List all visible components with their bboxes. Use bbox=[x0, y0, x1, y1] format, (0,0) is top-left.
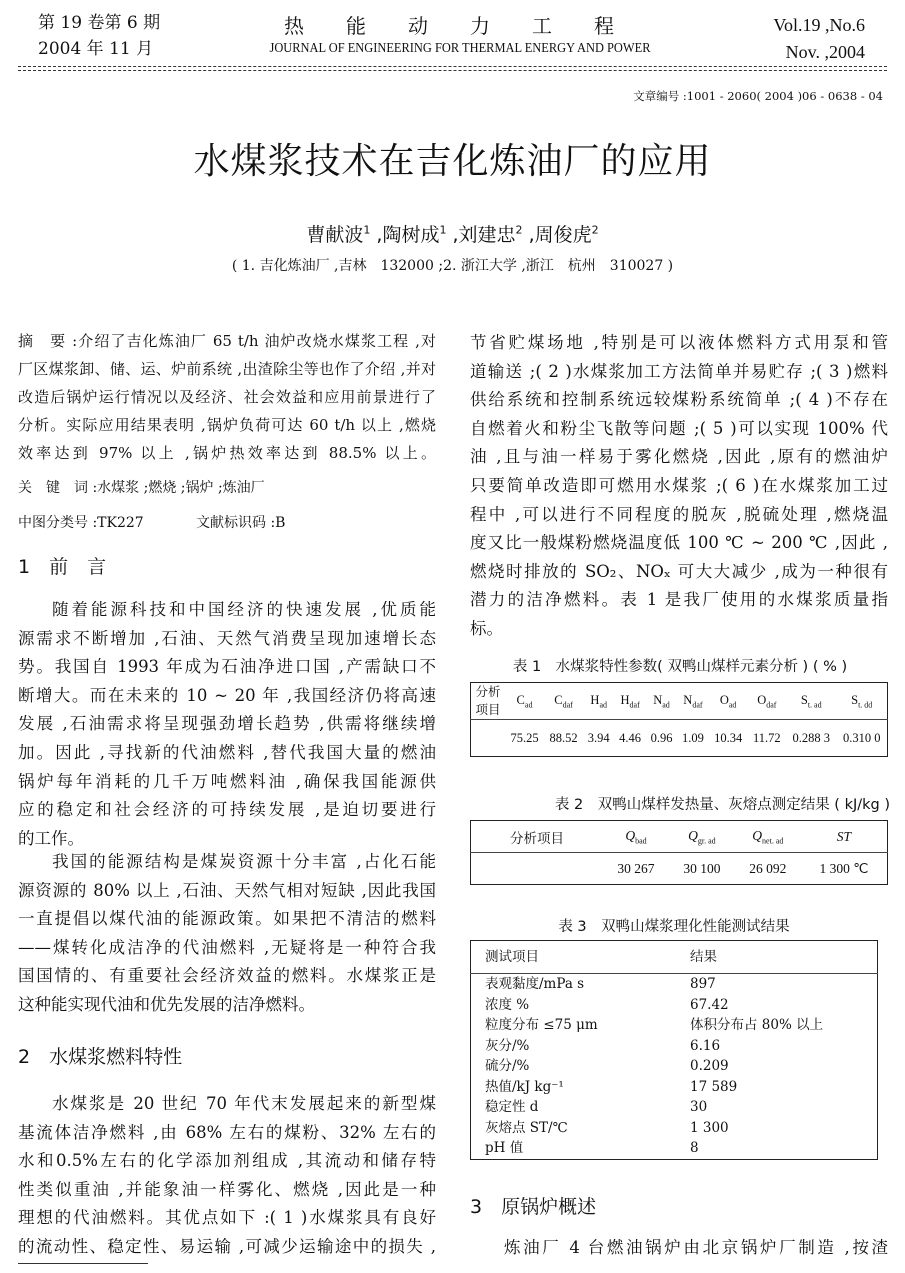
text-line: 势。我国自 1993 年成为石油净进口国 ,产需缺口不 bbox=[18, 657, 436, 677]
row-header: 分析项目 bbox=[471, 821, 604, 853]
column-header: $C_{daf}$ bbox=[544, 683, 583, 720]
cell: 10.34 bbox=[714, 730, 743, 745]
column-header: $C_{ad}$ bbox=[505, 683, 544, 720]
table-row bbox=[471, 974, 878, 995]
column-header: ST bbox=[801, 821, 888, 853]
cell: 67.42 bbox=[690, 996, 729, 1013]
table-header-row bbox=[471, 821, 888, 853]
column-header: $Q_{bad}$ bbox=[603, 821, 669, 853]
column-header: $O_{ad}$ bbox=[709, 683, 748, 720]
row-header: 分析项目 bbox=[471, 683, 506, 720]
table-3 bbox=[470, 940, 878, 1160]
text-line: 摘 要 :介绍了吉化炼油厂 65 t/h 油炉改烧水煤浆工程 ,对 bbox=[18, 332, 436, 350]
cell: 热值/kJ kg⁻¹ bbox=[485, 1078, 564, 1095]
text-line: 性类似重油 ,并能象油一样雾化、燃烧 ,因此是一种 bbox=[18, 1179, 436, 1199]
cell: 表观黏度/mPa s bbox=[485, 976, 585, 992]
column-header: $N_{daf}$ bbox=[677, 683, 708, 720]
cell: 3.94 bbox=[587, 730, 610, 745]
column-header: $Q_{net. ad}$ bbox=[735, 821, 801, 853]
cell: 粒度分布 ≤75 μm bbox=[485, 1017, 598, 1033]
cell: 26 092 bbox=[749, 860, 787, 876]
keywords: 关 键 词 :水煤浆 ;燃烧 ;锅炉 ;炼油厂 bbox=[18, 480, 265, 496]
table-row bbox=[471, 720, 888, 757]
cell: pH 值 bbox=[485, 1140, 524, 1156]
cell: 30 267 bbox=[617, 860, 655, 876]
column-header: 结果 bbox=[676, 941, 878, 974]
table-row bbox=[471, 1036, 878, 1057]
text-line: 理想的代油燃料。其优点如下 :( 1 )水煤浆具有良好 bbox=[18, 1208, 436, 1228]
cell: 17 589 bbox=[690, 1078, 738, 1095]
cell: 0.310 0 bbox=[842, 730, 881, 745]
cell: 灰分/% bbox=[485, 1037, 530, 1054]
text-line: ——煤转化成洁净的代油燃料 ,无疑将是一种符合我 bbox=[18, 937, 436, 957]
table-2 bbox=[470, 820, 888, 885]
text-line: 度又比一般煤粉燃烧温度低 100 ℃ ~ 200 ℃ ,因此 , bbox=[470, 533, 888, 553]
table-row bbox=[471, 1097, 878, 1118]
text-line: 基流体洁净燃料 ,由 68% 左右的煤粉、32% 左右的 bbox=[18, 1122, 436, 1142]
journal-name-cn: 热能动力工程 bbox=[284, 14, 656, 38]
column-header: $H_{ad}$ bbox=[583, 683, 614, 720]
cell: 0.288 3 bbox=[792, 730, 830, 745]
table-1 bbox=[470, 682, 888, 757]
text-line: 我国的能源结构是煤炭资源十分丰富 ,占化石能 bbox=[52, 852, 436, 871]
table-row bbox=[471, 853, 888, 885]
text-line: 节省贮煤场地 ,特别是可以液体燃料方式用泵和管 bbox=[470, 333, 888, 352]
text-line: 的流动性、稳定性、易运输 ,可减少运输途中的损失 , bbox=[18, 1236, 436, 1256]
table-caption: 表 2 双鸭山煤样发热量、灰熔点测定结果 ( kJ/kg ) bbox=[554, 797, 890, 813]
cell: 8 bbox=[690, 1140, 699, 1156]
table-row bbox=[471, 995, 878, 1016]
vol-en: Vol.19 ,No.6 bbox=[773, 15, 865, 35]
paragraph bbox=[18, 848, 436, 1020]
clc-number: 中图分类号 :TK227 bbox=[18, 515, 144, 531]
table-caption: 表 3 双鸭山煤浆理化性能测试结果 bbox=[558, 919, 790, 935]
cell: 稳定性 d bbox=[485, 1099, 539, 1115]
text-line: 这种能实现代油和优先发展的洁净燃料。 bbox=[18, 994, 315, 1014]
cell: 0.96 bbox=[650, 730, 673, 745]
text-line: 厂区煤浆卸、储、运、炉前系统 ,出渣除尘等也作了介绍 ,并对 bbox=[18, 360, 436, 378]
text-line: 的工作。 bbox=[18, 828, 84, 848]
cell: 6.16 bbox=[690, 1037, 721, 1054]
affiliation: ( 1. 吉化炼油厂 ,吉林 132000 ;2. 浙江大学 ,浙江 杭州 310027 ) bbox=[231, 258, 674, 274]
table-row bbox=[471, 1077, 878, 1098]
paragraph bbox=[18, 596, 436, 853]
section-heading: 1 前 言 bbox=[18, 556, 107, 578]
cell: 硫分/% bbox=[485, 1058, 530, 1074]
text-line: 国国情的、有重要社会经济效益的燃料。水煤浆正是 bbox=[18, 966, 436, 986]
author: ,刘建忠$^2$ bbox=[446, 223, 523, 246]
table-caption: 表 1 水煤浆特性参数( 双鸭山煤样元素分析 ) ( % ) bbox=[512, 659, 848, 675]
text-line: 源需求不断增加 ,石油、天然气消费呈现加速增长态 bbox=[18, 628, 436, 648]
document-code: 文献标识码 :B bbox=[196, 515, 286, 531]
section-heading: 2 水煤浆燃料特性 bbox=[18, 1046, 183, 1068]
cell: 30 100 bbox=[683, 860, 721, 876]
cell: 4.46 bbox=[619, 730, 642, 745]
text-line: 发展 ,石油需求将呈现强劲增长趋势 ,供需将继续增 bbox=[18, 714, 436, 734]
author: ,陶树成$^1$ bbox=[370, 223, 447, 246]
text-line: 一直提倡以煤代油的能源政策。如果把不清洁的燃料 bbox=[18, 909, 436, 929]
cell: 灰熔点 ST/℃ bbox=[485, 1119, 568, 1136]
date-en: Nov. ,2004 bbox=[785, 42, 865, 62]
header-rule bbox=[18, 66, 887, 67]
text-line: 效率达到 97% 以上 ,锅炉热效率达到 88.5% 以上。 bbox=[18, 444, 436, 462]
column-header: $S_{t. dd}$ bbox=[836, 683, 887, 720]
cell: 75.25 bbox=[510, 730, 539, 745]
cell: 1.09 bbox=[681, 730, 704, 745]
text-line: 潜力的洁净燃料。表 1 是我厂使用的水煤浆质量指 bbox=[470, 590, 888, 610]
paragraph bbox=[18, 1090, 436, 1262]
cell: 1 300 bbox=[690, 1119, 729, 1136]
text-line: 改造后锅炉运行情况以及经济、社会效益和应用前景进行了 bbox=[18, 388, 436, 406]
table-row bbox=[471, 1056, 878, 1077]
cell bbox=[471, 720, 506, 757]
cell: 11.72 bbox=[753, 730, 781, 745]
column-header: $H_{daf}$ bbox=[614, 683, 645, 720]
table-row bbox=[471, 1118, 878, 1139]
journal-name-en: JOURNAL OF ENGINEERING FOR THERMAL ENERGY AND POWER bbox=[269, 40, 651, 55]
column-header: $N_{ad}$ bbox=[646, 683, 677, 720]
cell: 0.209 bbox=[690, 1058, 729, 1074]
paper-title: 水煤浆技术在吉化炼油厂的应用 bbox=[193, 141, 712, 182]
text-line: 炼油厂 4 台燃油锅炉由北京锅炉厂制造 ,按渣 bbox=[504, 1238, 888, 1257]
table-row bbox=[471, 1138, 878, 1159]
authors bbox=[0, 220, 905, 247]
cell: 浓度 % bbox=[485, 996, 530, 1013]
text-line: 应的稳定和社会经济的可持续发展 ,是迫切要进行 bbox=[18, 800, 436, 820]
text-line: 源资源的 80% 以上 ,石油、天然气相对短缺 ,因此我国 bbox=[18, 880, 436, 900]
text-line: 断增大。而在未来的 10 ~ 20 年 ,我国经济仍将高速 bbox=[18, 685, 436, 705]
text-line: 水和0.5%左右的化学添加剂组成 ,其流动和储存特 bbox=[18, 1151, 436, 1171]
cell: 897 bbox=[690, 976, 716, 992]
section-heading: 3 原锅炉概述 bbox=[470, 1196, 597, 1218]
footnote-rule bbox=[18, 1263, 148, 1264]
text-line: 锅炉每年消耗的几千万吨燃料油 ,确保我国能源供 bbox=[18, 771, 436, 791]
text-line: 自燃着火和粉尘飞散等问题 ;( 5 )可以实现 100% 代 bbox=[470, 418, 888, 438]
cell: 1 300 ℃ bbox=[819, 860, 869, 876]
text-line: 只要简单改造即可燃用水煤浆 ;( 6 )在水煤浆加工过 bbox=[470, 475, 888, 495]
cell: 体积分布占 80% 以上 bbox=[690, 1017, 824, 1033]
header-rule bbox=[18, 70, 887, 71]
cell: 30 bbox=[690, 1099, 708, 1115]
table-header-row bbox=[471, 941, 878, 974]
text-line: 加。因此 ,寻找新的代油燃料 ,替代我国大量的燃油 bbox=[18, 742, 436, 762]
abstract bbox=[18, 327, 436, 467]
text-line: 油 ,且与油一样易于雾化燃烧 ,因此 ,原有的燃油炉 bbox=[470, 447, 888, 467]
article-number: 文章编号 :1001 - 2060( 2004 )06 - 0638 - 04 bbox=[633, 89, 883, 103]
column-header: $Q_{gr. ad}$ bbox=[669, 821, 735, 853]
table-row bbox=[471, 1015, 878, 1036]
text-line: 供给系统和控制系统远较煤粉系统简单 ;( 4 )不存在 bbox=[470, 390, 888, 410]
column-header: $O_{daf}$ bbox=[748, 683, 786, 720]
paragraph bbox=[470, 1234, 888, 1263]
text-line: 水煤浆是 20 世纪 70 年代末发展起来的新型煤 bbox=[52, 1094, 436, 1113]
column-header: $S_{t. ad}$ bbox=[786, 683, 836, 720]
paragraph bbox=[470, 329, 888, 644]
author: 曹献波$^1$ bbox=[306, 223, 371, 246]
author: ,周俊虎$^2$ bbox=[522, 223, 599, 246]
column-header: 测试项目 bbox=[471, 941, 677, 974]
date-cn: 2004 年 11 月 bbox=[38, 39, 154, 59]
cell: 88.52 bbox=[549, 730, 578, 745]
text-line: 标。 bbox=[470, 618, 503, 638]
table-header-row bbox=[471, 683, 888, 720]
text-line: 道输送 ;( 2 )水煤浆加工方法简单并易贮存 ;( 3 )燃料 bbox=[470, 361, 888, 381]
text-line: 燃烧时排放的 SO₂、NOₓ 可大大减少 ,成为一种很有 bbox=[470, 561, 888, 581]
text-line: 分析。实际应用结果表明 ,锅炉负荷可达 60 t/h 以上 ,燃烧 bbox=[18, 416, 436, 434]
text-line: 随着能源科技和中国经济的快速发展 ,优质能 bbox=[52, 600, 436, 619]
cell bbox=[471, 853, 604, 885]
volume-issue-en bbox=[773, 12, 865, 66]
volume-issue-cn: 第 19 卷第 6 期 bbox=[38, 13, 161, 33]
text-line: 程中 ,可以进行不同程度的脱灰 ,脱硫处理 ,燃烧温 bbox=[470, 504, 888, 524]
